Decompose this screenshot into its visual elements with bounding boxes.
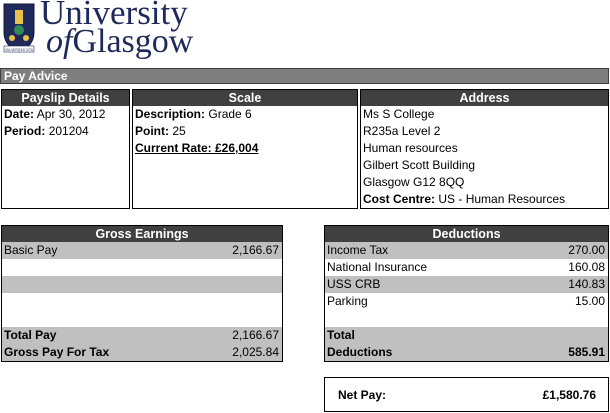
svg-text:VIA VERITAS VITA: VIA VERITAS VITA [5,47,33,52]
address-line: Human resources [363,141,458,155]
table-row: Basic Pay 2,166.67 [2,242,282,259]
scale-panel [132,89,358,209]
total-deductions-row: Deductions 585.91 [325,344,608,361]
address-panel [360,89,609,209]
scale-description-line: Description: Grade 6 [135,107,252,121]
table-row [2,293,282,310]
payslip-details-header: Payslip Details [2,90,129,106]
payslip-details-panel [1,89,130,209]
pay-advice-title-bar: Pay Advice [0,68,609,84]
payslip-period-line: Period: 201204 [4,124,89,138]
scale-point-line: Point: 25 [135,124,186,138]
table-row: National Insurance 160.08 [327,260,605,274]
payslip-date-line: Date: Apr 30, 2012 [4,107,106,121]
cost-centre-line: Cost Centre: US - Human Resources [363,192,566,206]
gross-earnings-header: Gross Earnings [2,226,282,242]
address-line: R235a Level 2 [363,124,441,138]
university-crest-logo [2,2,36,54]
net-pay-value: £1,580.76 [542,387,596,402]
scale-header: Scale [133,90,357,106]
address-line: Gilbert Scott Building [363,158,476,172]
net-pay-panel [324,377,609,412]
logo-wordmark-glasgow: ofGlasgow [46,23,194,60]
table-row [2,259,282,276]
table-row: Income Tax 270.00 [325,242,608,259]
total-deductions-label-row: Total [325,327,608,344]
total-pay-row: Total Pay 2,166.67 [2,327,282,344]
table-row [325,310,608,327]
table-row: USS CRB 140.83 [325,276,608,293]
gross-pay-for-tax-row: Gross Pay For Tax 2,025.84 [2,344,282,361]
table-row: Parking 15.00 [327,294,605,308]
address-line: Glasgow G12 8QQ [363,175,465,189]
net-pay-label: Net Pay: [338,387,387,402]
scale-current-rate-line: Current Rate: £26,004 [135,141,259,155]
deductions-header: Deductions [325,226,608,242]
table-row [2,276,282,293]
logo-wordmark-university: University [40,0,188,32]
table-row [2,310,282,327]
gross-earnings-table [1,225,283,362]
deductions-table [324,225,609,362]
address-header: Address [361,90,608,106]
address-line: Ms S College [363,107,435,121]
